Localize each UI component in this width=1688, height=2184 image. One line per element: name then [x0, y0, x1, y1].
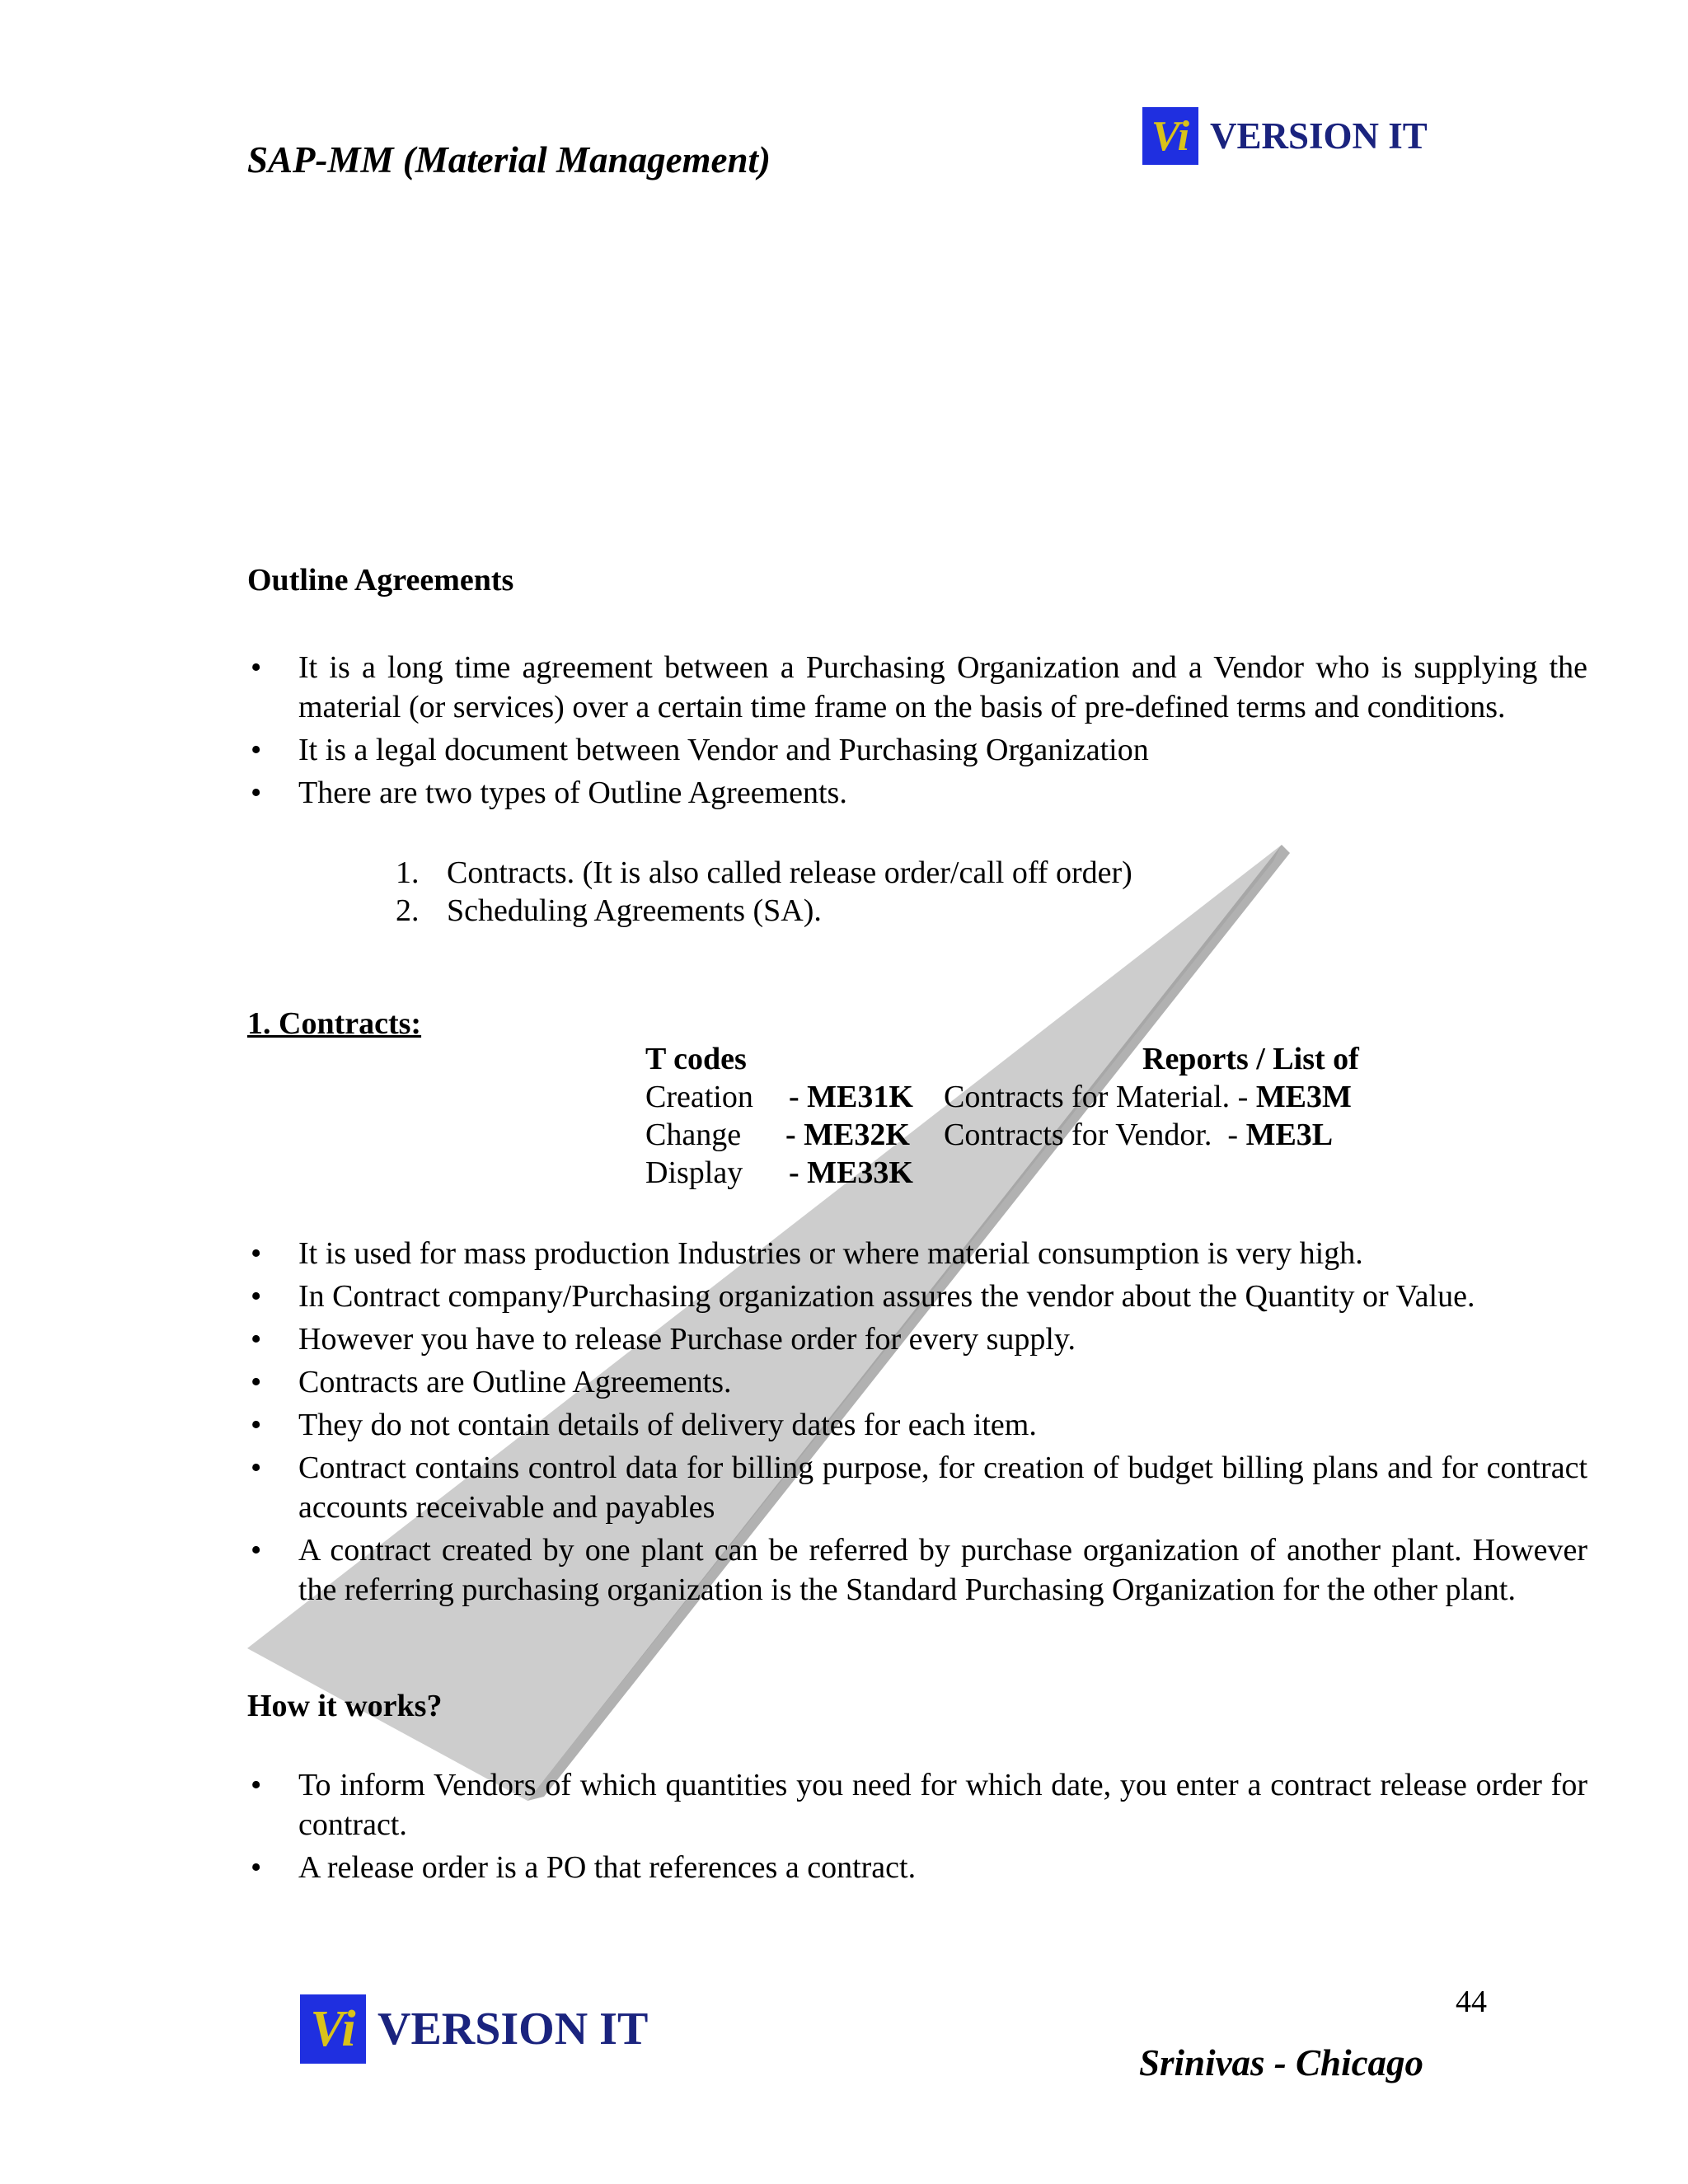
header-logo-text: VERSION IT [1210, 115, 1428, 157]
list-item: • However you have to release Purchase order for every supply. [247, 1319, 1587, 1359]
bullet-icon: • [251, 1279, 262, 1314]
report-tcode: ME3M [1255, 1080, 1352, 1114]
list-item: • To inform Vendors of which quantities you need for which date, you enter a contract release order for contract. [247, 1765, 1587, 1844]
bullet-icon: • [251, 1533, 262, 1568]
bullet-icon: • [251, 1408, 262, 1442]
bullet-icon: • [251, 1850, 262, 1885]
how-it-works-bullet-list [247, 1765, 1587, 1891]
report-tcode: ME3L [1245, 1118, 1334, 1152]
tcode-value: - ME32K [785, 1118, 910, 1152]
list-item: • There are two types of Outline Agreements. [247, 773, 1587, 813]
bullet-icon: • [251, 1365, 262, 1399]
page-number: 44 [1456, 1985, 1487, 2019]
agreement-types-list [394, 854, 1132, 930]
bullet-icon: • [251, 1322, 262, 1357]
list-item: • It is a legal document between Vendor and Purchasing Organization [247, 730, 1587, 770]
list-item: 2. Scheduling Agreements (SA). [396, 893, 822, 928]
tcodes-header: T codes [645, 1042, 747, 1076]
list-item: • A contract created by one plant can be referred by purchase organization of another plant. However the referring purchasing organization is the Standard Purchasing Organization for the other plant. [247, 1530, 1587, 1610]
list-item: • Contracts are Outline Agreements. [247, 1362, 1587, 1402]
bullet-icon: • [251, 776, 262, 810]
bullet-icon: • [251, 733, 262, 767]
how-it-works-heading: How it works? [247, 1689, 443, 1723]
reports-header: Reports / List of [1142, 1042, 1359, 1076]
list-item: • A release order is a PO that references a contract. [247, 1848, 1587, 1887]
list-item: • It is used for mass production Industries or where material consumption is very high. [247, 1234, 1587, 1273]
contracts-heading: 1. Contracts: [247, 1006, 422, 1041]
page-header-title: SAP-MM (Material Management) [247, 139, 771, 180]
footer-logo-text: VERSION IT [377, 2004, 649, 2055]
footer-author: Srinivas - Chicago [1139, 2042, 1424, 2083]
version-it-logo-icon: Vi [1142, 107, 1198, 165]
tcode-value: - ME31K [789, 1080, 913, 1114]
header-logo [1142, 107, 1428, 165]
bullet-icon: • [251, 1768, 262, 1802]
list-item: • They do not contain details of delivery dates for each item. [247, 1405, 1587, 1445]
outline-bullet-list [247, 648, 1587, 816]
list-item: • It is a long time agreement between a Purchasing Organization and a Vendor who is supplying the material (or services) over a certain time frame on the basis of pre-defined terms and conditions. [247, 648, 1587, 727]
outline-agreements-heading: Outline Agreements [247, 563, 514, 598]
contracts-bullet-list [247, 1234, 1587, 1613]
bullet-icon: • [251, 650, 262, 685]
bullet-icon: • [251, 1451, 262, 1485]
list-item: 1. Contracts. (It is also called release order/call off order) [396, 855, 1132, 890]
list-item: • In Contract company/Purchasing organization assures the vendor about the Quantity or Value. [247, 1277, 1587, 1316]
footer-logo [300, 1994, 648, 2064]
tcode-value: - ME33K [789, 1155, 913, 1190]
list-item: • Contract contains control data for billing purpose, for creation of budget billing plans and for contract accounts receivable and payables [247, 1448, 1587, 1527]
bullet-icon: • [251, 1236, 262, 1271]
version-it-logo-icon: Vi [300, 1994, 366, 2064]
